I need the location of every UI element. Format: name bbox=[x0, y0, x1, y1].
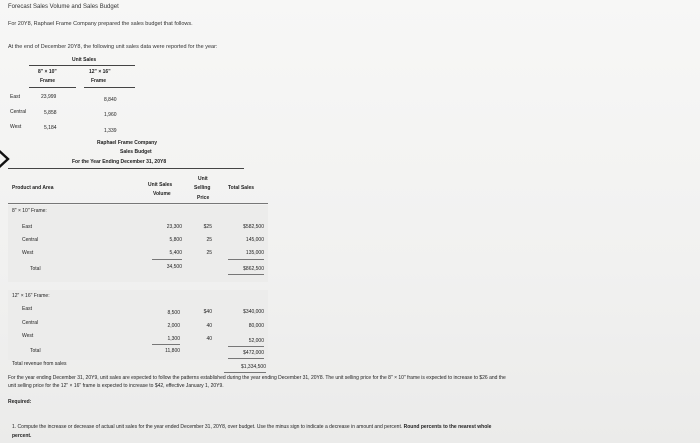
group2-total: 80,000 bbox=[248, 323, 264, 329]
group1-total: $582,500 bbox=[243, 224, 264, 230]
col2-line2: Frame bbox=[91, 78, 107, 84]
company-name: Raphael Frame Company bbox=[97, 140, 158, 146]
group2-area: West bbox=[22, 333, 34, 339]
header-price-l3: Price bbox=[197, 195, 210, 201]
divider bbox=[8, 168, 244, 169]
revenue-value: $1,334,500 bbox=[240, 364, 266, 370]
group2-price: 40 bbox=[206, 336, 212, 342]
unit-sales-heading: Unit Sales bbox=[72, 57, 97, 63]
note-line-1: For the year ending December 31, 20Y9, unit sales are expected to follow the patterns established during the year ending December 31, 20Y8. The unit selling price for the 8" × 10" frame is expected to increase to $26 and the bbox=[8, 375, 506, 381]
intro-text: For 20Y8, Raphael Frame Company prepared the sales budget that follows. bbox=[8, 21, 193, 27]
prompt-text: At the end of December 20Y8, the following unit sales data were reported for the year: bbox=[8, 44, 218, 50]
col1-line1: 8" × 10" bbox=[38, 69, 57, 75]
divider bbox=[152, 259, 182, 260]
divider bbox=[29, 65, 135, 66]
question-bold-text: Round percents to the nearest whole bbox=[403, 424, 492, 430]
group2-total-sales: $472,000 bbox=[243, 350, 264, 356]
row-value: 1,960 bbox=[104, 112, 117, 118]
divider bbox=[228, 259, 264, 260]
group2-label: 12" × 16" Frame: bbox=[12, 293, 50, 299]
row-value: 5,858 bbox=[44, 110, 57, 116]
group2-volume: 8,500 bbox=[167, 310, 180, 316]
group2-volume: 2,000 bbox=[167, 323, 180, 329]
group2-total: $340,000 bbox=[243, 309, 264, 315]
header-price-l1: Unit bbox=[198, 176, 208, 182]
row-region: East bbox=[10, 94, 21, 100]
header-total: Total Sales bbox=[228, 185, 255, 191]
col2-line1: 12" × 16" bbox=[89, 69, 111, 75]
page-title: Forecast Sales Volume and Sales Budget bbox=[8, 4, 119, 10]
row-value: 1,339 bbox=[104, 128, 117, 134]
group1-price: $25 bbox=[203, 224, 212, 230]
note-line-2: unit selling price for the 12" × 16" frame is expected to increase to $42, effective January 1, 20Y9. bbox=[8, 383, 224, 389]
divider bbox=[84, 87, 135, 88]
group1-total: 135,000 bbox=[245, 250, 264, 256]
header-product: Product and Area bbox=[12, 185, 54, 191]
row-value: 23,999 bbox=[41, 94, 57, 100]
group1-price: 25 bbox=[206, 250, 212, 256]
budget-period: For the Year Ending December 31, 20Y8 bbox=[72, 159, 167, 165]
revenue-label: Total revenue from sales bbox=[12, 361, 67, 367]
row-region: Central bbox=[10, 109, 27, 115]
group2-area: Central bbox=[22, 320, 39, 326]
row-region: West bbox=[10, 124, 22, 130]
group1-area: West bbox=[22, 250, 34, 256]
header-volume-l2: Volume bbox=[153, 191, 171, 197]
group1-total-volume: 34,500 bbox=[166, 264, 182, 270]
question-line-2: percent. bbox=[12, 433, 32, 439]
group1-area: Central bbox=[22, 237, 39, 243]
divider bbox=[224, 372, 266, 373]
divider bbox=[228, 358, 264, 359]
group1-area: East bbox=[22, 224, 33, 230]
divider bbox=[228, 346, 264, 347]
row-value: 5,184 bbox=[44, 125, 57, 131]
divider bbox=[29, 87, 76, 88]
group2-area: East bbox=[22, 306, 33, 312]
required-label: Required: bbox=[8, 399, 32, 405]
group1-label: 8" × 10" Frame: bbox=[12, 208, 47, 214]
question-line-1 bbox=[12, 424, 491, 430]
divider bbox=[8, 203, 268, 204]
group1-volume: 5,800 bbox=[169, 237, 182, 243]
group1-volume: 23,300 bbox=[166, 224, 182, 230]
header-price-l2: Selling bbox=[194, 185, 211, 191]
divider bbox=[228, 274, 264, 275]
group2-price: 40 bbox=[206, 323, 212, 329]
header-volume-l1: Unit Sales bbox=[148, 182, 173, 188]
group2-volume: 1,300 bbox=[167, 336, 180, 342]
group1-total-label: Total bbox=[30, 266, 41, 272]
group1-total-sales: $862,500 bbox=[243, 266, 264, 272]
group1-volume: 5,400 bbox=[169, 250, 182, 256]
group2-total-label: Total bbox=[30, 348, 41, 354]
budget-subtitle: Sales Budget bbox=[120, 149, 152, 155]
question-text: 1. Compute the increase or decrease of actual unit sales for the year ended December 31, 20Y8, over budget. Use the minus sign to indicate a decrease in amount and percent. bbox=[12, 424, 403, 430]
group1-total: 145,000 bbox=[245, 237, 264, 243]
group2-total: 52,000 bbox=[248, 338, 264, 344]
col1-line2: Frame bbox=[40, 78, 56, 84]
row-value: 8,840 bbox=[104, 97, 117, 103]
divider bbox=[152, 344, 180, 345]
group2-price: $40 bbox=[203, 309, 212, 315]
group1-price: 25 bbox=[206, 237, 212, 243]
group2-total-volume: 11,800 bbox=[165, 348, 180, 354]
